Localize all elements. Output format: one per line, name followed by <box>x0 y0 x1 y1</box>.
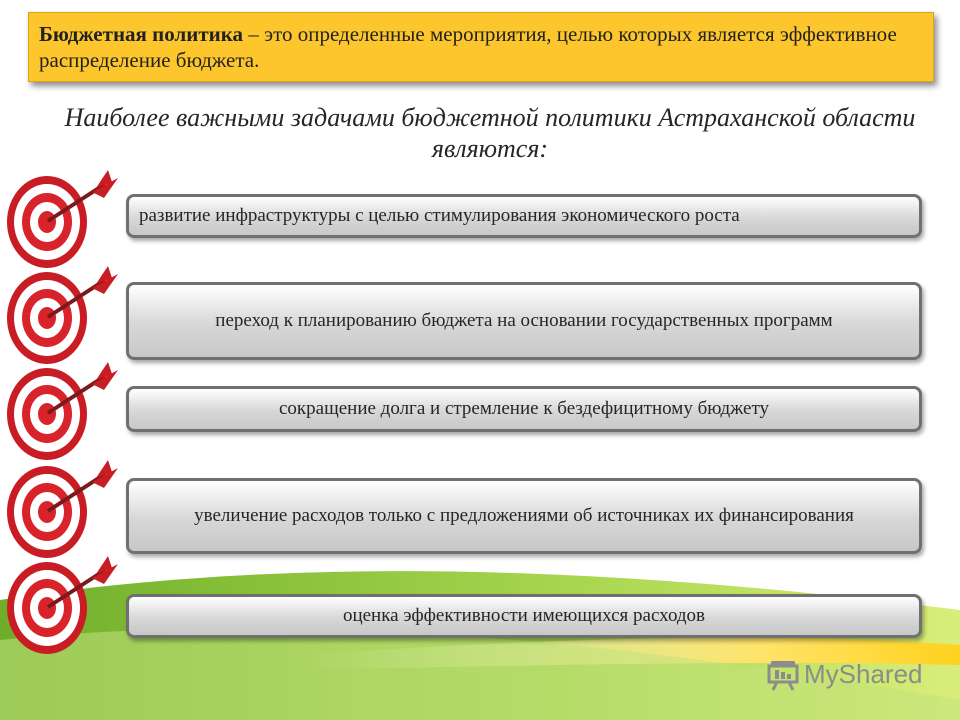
task-item <box>126 282 922 360</box>
task-text: оценка эффективности имеющихся расходов <box>342 605 706 626</box>
subtitle: Наиболее важными задачами бюджетной политики Астраханской области являются: <box>64 103 916 163</box>
target-icon <box>0 556 122 656</box>
task-text: развитие инфраструктуры с целью стимулирования экономического роста <box>139 205 740 226</box>
presentation-board-icon <box>766 657 800 691</box>
task-text: увеличение расходов только с предложениями об источниках их финансирования <box>194 505 854 526</box>
target-icon <box>0 460 122 560</box>
task-item <box>126 594 922 638</box>
target-icon <box>0 362 122 462</box>
task-item <box>126 194 922 238</box>
watermark-logo <box>766 656 923 692</box>
task-text: сокращение долга и стремление к бездефицитному бюджету <box>278 398 769 419</box>
task-text: переход к планированию бюджета на основании государственных программ <box>215 310 833 331</box>
definition-term: Бюджетная политика <box>39 22 244 46</box>
target-icon <box>0 266 122 366</box>
target-icon <box>0 170 122 270</box>
logo-text: MyShared <box>804 658 923 689</box>
definition-text: – это определенные мероприятия, целью которых является эффективное распределение бюджета. <box>39 22 897 72</box>
task-item <box>126 386 922 432</box>
definition-box <box>28 12 934 82</box>
task-item <box>126 478 922 554</box>
